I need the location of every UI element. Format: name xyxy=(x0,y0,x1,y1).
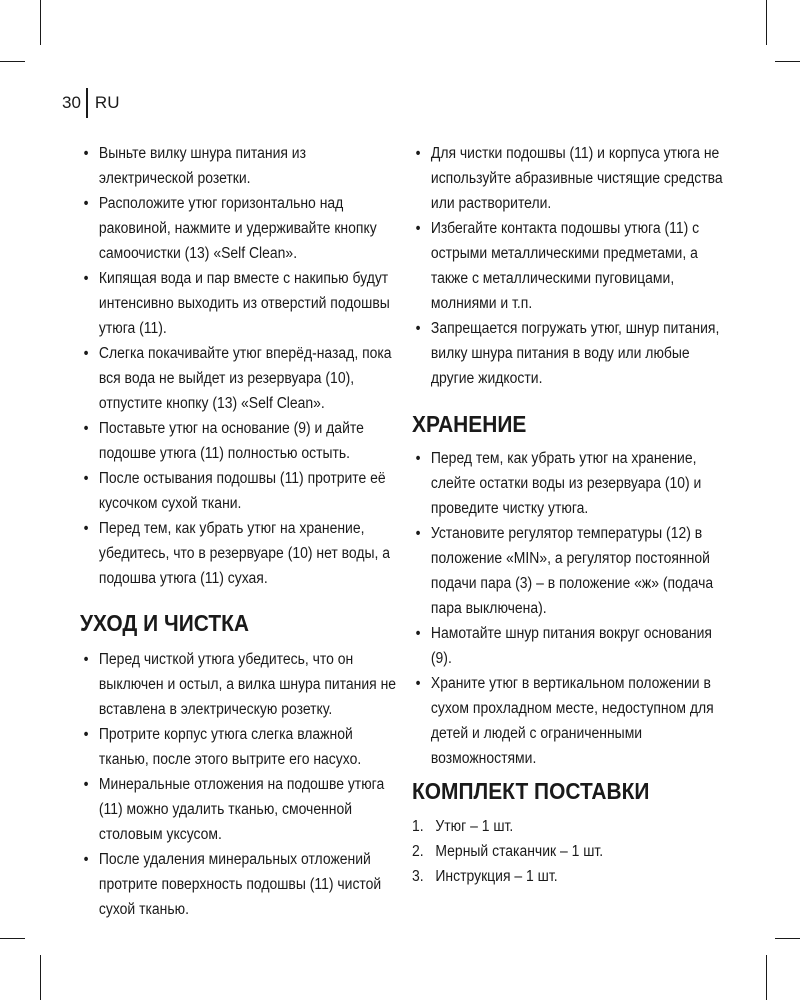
list-item: • Слегка покачивайте утюг вперёд-назад, пока вся вода не выйдет из резервуара (10), отпустите кнопку (13) «Self Clean». xyxy=(80,341,400,416)
kit-item-number: 3. xyxy=(412,868,424,885)
kit-item-number: 1. xyxy=(412,818,424,835)
crop-mark xyxy=(766,955,767,1000)
list-item: • Перед тем, как убрать утюг на хранение, убедитесь, что в резервуаре (10) нет воды, а подошва утюга (11) сухая. xyxy=(80,516,400,591)
crop-mark xyxy=(40,0,41,45)
list-item: • Намотайте шнур питания вокруг основания (9). xyxy=(412,621,727,671)
list-item: • После удаления минеральных отложений протрите поверхность подошвы (11) чистой сухой тканью. xyxy=(80,847,400,922)
crop-mark xyxy=(0,61,25,62)
care-steps xyxy=(80,647,400,922)
list-item: • Поставьте утюг на основание (9) и дайте подошве утюга (11) полностью остыть. xyxy=(80,416,400,466)
page-number: 30 xyxy=(62,93,81,112)
kit-item-number: 2. xyxy=(412,843,424,860)
section-heading-kit: КОМПЛЕКТ ПОСТАВКИ xyxy=(412,778,650,804)
kit-item xyxy=(412,839,727,864)
kit-item-text: Инструкция – 1 шт. xyxy=(435,868,558,885)
list-item: • Для чистки подошвы (11) и корпуса утюга не используйте абразивные чистящие средства или растворители. xyxy=(412,141,727,216)
left-column xyxy=(80,141,400,922)
crop-mark xyxy=(766,0,767,45)
list-item: • Храните утюг в вертикальном положении в сухом прохладном месте, недоступном для детей и людей с ограниченными возможностями. xyxy=(412,671,727,771)
storage-steps xyxy=(412,446,727,771)
list-item: • Перед чисткой утюга убедитесь, что он выключен и остыл, а вилка шнура питания не вставлена в электрическую розетку. xyxy=(80,647,400,722)
list-item: • Протрите корпус утюга слегка влажной тканью, после этого вытрите его насухо. xyxy=(80,722,400,772)
list-item: • Выньте вилку шнура питания из электрической розетки. xyxy=(80,141,400,191)
kit-item-text: Мерный стаканчик – 1 шт. xyxy=(435,843,604,860)
list-item: • Избегайте контакта подошвы утюга (11) с острыми металлическими предметами, а также с металлическими пуговицами, молниями и т.п. xyxy=(412,216,727,316)
list-item: • Установите регулятор температуры (12) в положение «MIN», а регулятор постоянной подачи пара (3) – в положение «ж» (подача пара выключена). xyxy=(412,521,727,621)
crop-mark xyxy=(40,955,41,1000)
section-heading-storage: ХРАНЕНИЕ xyxy=(412,411,527,437)
list-item: • Запрещается погружать утюг, шнур питания, вилку шнура питания в воду или любые другие жидкости. xyxy=(412,316,727,391)
language-label: RU xyxy=(94,93,120,112)
crop-mark xyxy=(775,938,800,939)
list-item: • Расположите утюг горизонтально над раковиной, нажмите и удерживайте кнопку самоочистки (13) «Self Clean». xyxy=(80,191,400,266)
list-item: • Перед тем, как убрать утюг на хранение, слейте остатки воды из резервуара (10) и проведите чистку утюга. xyxy=(412,446,727,521)
list-item: • После остывания подошвы (11) протрите её кусочком сухой ткани. xyxy=(80,466,400,516)
kit-item xyxy=(412,864,727,889)
self-clean-steps xyxy=(80,141,400,591)
list-item: • Минеральные отложения на подошве утюга (11) можно удалить тканью, смоченной столовым уксусом. xyxy=(80,772,400,847)
right-column xyxy=(412,141,727,889)
crop-mark xyxy=(775,61,800,62)
page-header xyxy=(62,88,119,118)
kit-item-text: Утюг – 1 шт. xyxy=(435,818,514,835)
kit-item xyxy=(412,814,727,839)
header-divider xyxy=(86,88,88,118)
list-item: • Кипящая вода и пар вместе с накипью будут интенсивно выходить из отверстий подошвы утюга (11). xyxy=(80,266,400,341)
kit-list xyxy=(412,814,727,889)
crop-mark xyxy=(0,938,25,939)
care-steps-continued xyxy=(412,141,727,391)
section-heading-care: УХОД И ЧИСТКА xyxy=(80,610,250,636)
